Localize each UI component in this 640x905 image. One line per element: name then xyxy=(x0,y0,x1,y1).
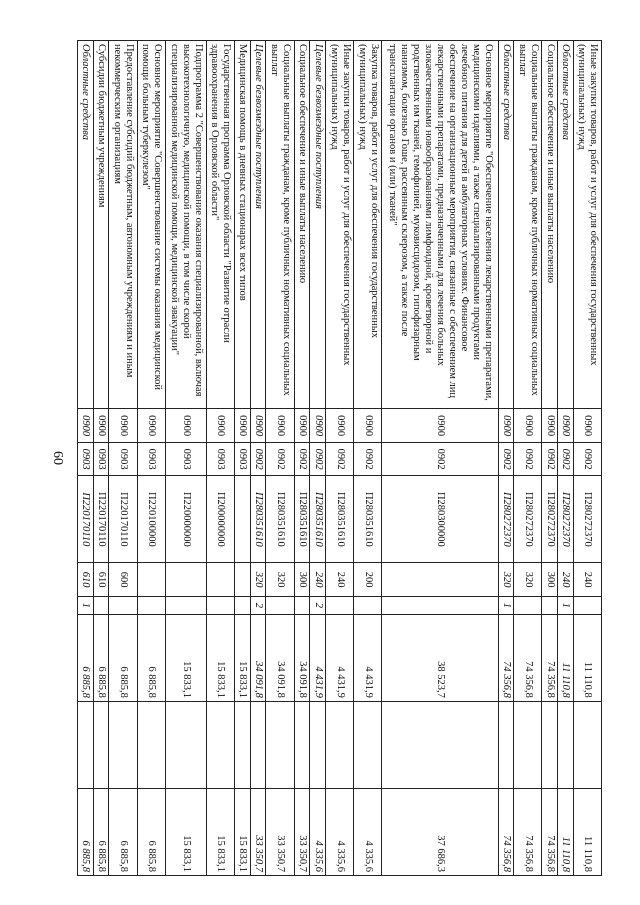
row-amount-1: 4 431,9 xyxy=(310,614,326,701)
row-subsection: 0902 xyxy=(294,442,310,475)
row-amount-3: 11 110,8 xyxy=(573,788,601,875)
row-subsection: 0902 xyxy=(354,442,382,475)
row-target-article: П220100000 xyxy=(137,476,165,563)
row-section: 0900 xyxy=(206,409,234,442)
row-name: Целевые безвозмездные поступления xyxy=(250,41,266,409)
row-name: Основное мероприятие "Совершенствование системы оказания медицинской помощи больным туберкулезом" xyxy=(137,41,165,409)
row-amount-1: 6 885,8 xyxy=(93,614,109,701)
row-amount-1: 34 091,8 xyxy=(266,614,294,701)
row-amount-2 xyxy=(206,701,234,788)
row-amount-2 xyxy=(382,701,498,788)
row-subsection: 0902 xyxy=(558,442,574,475)
row-expense-type: 320 xyxy=(266,563,294,596)
row-expense-type: 240 xyxy=(325,563,353,596)
row-amount-2 xyxy=(250,701,266,788)
row-amount-2 xyxy=(93,701,109,788)
row-target-article: П280272370 xyxy=(498,476,514,563)
row-amount-3: 15 833,1 xyxy=(206,788,234,875)
table-row xyxy=(78,41,94,876)
row-amount-2 xyxy=(558,701,574,788)
row-amount-2 xyxy=(573,701,601,788)
row-expense-type: 600 xyxy=(109,563,137,596)
row-expense-type: 320 xyxy=(250,563,266,596)
row-amount-2 xyxy=(514,701,542,788)
row-amount-2 xyxy=(266,701,294,788)
row-amount-3: 4 335,6 xyxy=(354,788,382,875)
row-amount-3: 6 885,8 xyxy=(137,788,165,875)
row-amount-1: 34 091,8 xyxy=(294,614,310,701)
row-subsection: 0903 xyxy=(137,442,165,475)
row-subsection: 0902 xyxy=(250,442,266,475)
row-amount-2 xyxy=(294,701,310,788)
table-row xyxy=(354,41,382,876)
row-name: Иные закупки товаров, работ и услуг для обеспечения государственных (муниципальных) нужд xyxy=(573,41,601,409)
row-subsection: 0902 xyxy=(266,442,294,475)
table-row xyxy=(498,41,514,876)
row-expense-type: 610 xyxy=(78,563,94,596)
row-amount-1: 74 356,8 xyxy=(514,614,542,701)
row-subsection: 0902 xyxy=(310,442,326,475)
row-target-article: П280351610 xyxy=(266,476,294,563)
row-subsection: 0902 xyxy=(382,442,498,475)
row-source-code: 2 xyxy=(310,596,326,614)
row-name: Социальные выплаты гражданам, кроме публичных нормативных социальных выплат xyxy=(266,41,294,409)
row-name: Предоставление субсидий бюджетным, автономным учреждениям и иным некоммерческим организациям xyxy=(109,41,137,409)
row-target-article: П220170110 xyxy=(78,476,94,563)
row-amount-1: 11 110,8 xyxy=(573,614,601,701)
row-target-article: П280272370 xyxy=(573,476,601,563)
row-name: Областные средства xyxy=(558,41,574,409)
row-source-code xyxy=(234,596,250,614)
row-amount-1: 11 110,8 xyxy=(558,614,574,701)
table-row xyxy=(266,41,294,876)
row-amount-3: 6 885,8 xyxy=(93,788,109,875)
row-name: Государственная программа Орловской области "Развитие отрасли здравоохранения в Орловской области" xyxy=(206,41,234,409)
row-amount-3: 74 356,8 xyxy=(542,788,558,875)
row-subsection: 0902 xyxy=(542,442,558,475)
row-amount-1: 74 356,8 xyxy=(498,614,514,701)
row-name: Субсидии бюджетным учреждениям xyxy=(93,41,109,409)
table-row xyxy=(294,41,310,876)
row-expense-type xyxy=(234,563,250,596)
row-amount-1: 15 833,1 xyxy=(234,614,250,701)
row-source-code xyxy=(382,596,498,614)
row-target-article: П280272370 xyxy=(542,476,558,563)
row-name: Медицинская помощь в дневных стационарах всех типов xyxy=(234,41,250,409)
row-expense-type: 300 xyxy=(294,563,310,596)
table-row xyxy=(137,41,165,876)
row-source-code: 2 xyxy=(250,596,266,614)
row-amount-3: 74 356,8 xyxy=(514,788,542,875)
row-name: Основное мероприятие "Обеспечение населения лекарственными препаратами, медицинскими изделиями, а также специализированными продуктами лечебного питания для детей в амбулаторных условиях. Финансовое обеспечение на организационные мероприятия, связанные с обеспечением лиц лекарственными препаратами, предназначенными для лечения больных злокачественными новообразованиями лимфоидной, кроветворной и родственных им тканей, гемофилией, муковисцидозом, гипофизарным нанизмом, болезнью Гоше, рассеянным склерозом, а также после трансплантации органов и (или) тканей" xyxy=(382,41,498,409)
table-body xyxy=(78,41,602,876)
row-subsection: 0903 xyxy=(93,442,109,475)
table-row xyxy=(234,41,250,876)
row-name: Областные средства xyxy=(78,41,94,409)
row-section: 0900 xyxy=(573,409,601,442)
row-target-article: П220170110 xyxy=(93,476,109,563)
row-target-article: П280351610 xyxy=(354,476,382,563)
row-amount-3: 74 356,8 xyxy=(498,788,514,875)
row-target-article: П280272370 xyxy=(558,476,574,563)
row-target-article: П220000000 xyxy=(165,476,206,563)
row-expense-type xyxy=(165,563,206,596)
row-amount-2 xyxy=(542,701,558,788)
row-expense-type: 320 xyxy=(514,563,542,596)
row-target-article: П280351610 xyxy=(325,476,353,563)
row-amount-3: 4 335,6 xyxy=(310,788,326,875)
row-expense-type xyxy=(382,563,498,596)
row-amount-3: 15 833,1 xyxy=(165,788,206,875)
row-amount-3: 4 335,6 xyxy=(325,788,353,875)
row-expense-type: 610 xyxy=(93,563,109,596)
row-section: 0900 xyxy=(382,409,498,442)
row-amount-1: 6 885,8 xyxy=(137,614,165,701)
row-subsection: 0902 xyxy=(514,442,542,475)
row-expense-type xyxy=(137,563,165,596)
row-section: 0900 xyxy=(558,409,574,442)
row-expense-type: 240 xyxy=(558,563,574,596)
row-source-code xyxy=(325,596,353,614)
budget-table-sheet xyxy=(77,40,602,876)
table-row xyxy=(109,41,137,876)
row-source-code xyxy=(573,596,601,614)
row-source-code xyxy=(109,596,137,614)
table-row xyxy=(325,41,353,876)
row-section: 0900 xyxy=(325,409,353,442)
row-section: 0900 xyxy=(234,409,250,442)
table-row xyxy=(93,41,109,876)
row-amount-1: 15 833,1 xyxy=(206,614,234,701)
row-source-code xyxy=(354,596,382,614)
row-subsection: 0902 xyxy=(498,442,514,475)
page-number: 60 xyxy=(50,451,65,465)
row-name: Закупка товаров, работ и услуг для обеспечения государственных (муниципальных) нужд xyxy=(354,41,382,409)
row-section: 0900 xyxy=(250,409,266,442)
row-amount-3: 37 686,3 xyxy=(382,788,498,875)
row-subsection: 0903 xyxy=(78,442,94,475)
row-section: 0900 xyxy=(165,409,206,442)
row-source-code xyxy=(93,596,109,614)
row-name: Областные средства xyxy=(498,41,514,409)
row-amount-2 xyxy=(137,701,165,788)
row-section: 0900 xyxy=(266,409,294,442)
row-source-code xyxy=(206,596,234,614)
row-source-code xyxy=(514,596,542,614)
row-amount-1: 4 431,9 xyxy=(354,614,382,701)
row-section: 0900 xyxy=(310,409,326,442)
row-section: 0900 xyxy=(78,409,94,442)
table-row xyxy=(542,41,558,876)
row-amount-3: 11 110,8 xyxy=(558,788,574,875)
row-amount-3: 6 885,8 xyxy=(109,788,137,875)
row-amount-3: 33 350,7 xyxy=(250,788,266,875)
table-row xyxy=(206,41,234,876)
row-amount-3: 33 350,7 xyxy=(266,788,294,875)
row-subsection: 0903 xyxy=(109,442,137,475)
row-subsection: 0903 xyxy=(206,442,234,475)
table-row xyxy=(250,41,266,876)
table-row xyxy=(382,41,498,876)
budget-table xyxy=(77,40,602,876)
table-row xyxy=(310,41,326,876)
row-target-article: П200000000 xyxy=(206,476,234,563)
row-name: Социальное обеспечение и иные выплаты населению xyxy=(542,41,558,409)
row-expense-type: 240 xyxy=(310,563,326,596)
row-expense-type: 240 xyxy=(573,563,601,596)
row-subsection: 0903 xyxy=(165,442,206,475)
row-source-code xyxy=(294,596,310,614)
row-expense-type: 320 xyxy=(498,563,514,596)
row-name: Социальное обеспечение и иные выплаты населению xyxy=(294,41,310,409)
row-amount-2 xyxy=(109,701,137,788)
row-name: Подпрограмма 2 "Совершенствование оказания специализированной, включая высокотехнологичную, медицинской помощи, в том числе скорой специализированной медицинской помощи, медицинской эвакуации" xyxy=(165,41,206,409)
row-source-code xyxy=(137,596,165,614)
row-target-article: П280351610 xyxy=(294,476,310,563)
row-amount-2 xyxy=(354,701,382,788)
row-section: 0900 xyxy=(498,409,514,442)
row-amount-1: 38 523,7 xyxy=(382,614,498,701)
row-subsection: 0902 xyxy=(573,442,601,475)
row-target-article: П280351610 xyxy=(250,476,266,563)
row-target-article: П220170110 xyxy=(109,476,137,563)
row-amount-1: 34 091,8 xyxy=(250,614,266,701)
row-amount-1: 6 885,8 xyxy=(78,614,94,701)
row-subsection: 0903 xyxy=(234,442,250,475)
row-amount-2 xyxy=(234,701,250,788)
row-expense-type: 200 xyxy=(354,563,382,596)
row-amount-3: 6 885,8 xyxy=(78,788,94,875)
row-source-code: 1 xyxy=(558,596,574,614)
table-row xyxy=(573,41,601,876)
row-source-code xyxy=(165,596,206,614)
row-source-code xyxy=(542,596,558,614)
row-amount-2 xyxy=(78,701,94,788)
row-name: Целевые безвозмездные поступления xyxy=(310,41,326,409)
row-section: 0900 xyxy=(514,409,542,442)
row-section: 0900 xyxy=(137,409,165,442)
row-expense-type: 300 xyxy=(542,563,558,596)
row-section: 0900 xyxy=(542,409,558,442)
row-source-code xyxy=(266,596,294,614)
row-subsection: 0902 xyxy=(325,442,353,475)
row-amount-2 xyxy=(498,701,514,788)
row-name: Иные закупки товаров, работ и услуг для обеспечения государственных (муниципальных) нужд xyxy=(325,41,353,409)
row-source-code: 1 xyxy=(498,596,514,614)
table-row xyxy=(514,41,542,876)
row-source-code: 1 xyxy=(78,596,94,614)
table-row xyxy=(165,41,206,876)
row-section: 0900 xyxy=(354,409,382,442)
row-amount-1: 4 431,9 xyxy=(325,614,353,701)
row-amount-2 xyxy=(325,701,353,788)
row-amount-3: 33 350,7 xyxy=(294,788,310,875)
row-section: 0900 xyxy=(93,409,109,442)
row-section: 0900 xyxy=(109,409,137,442)
row-section: 0900 xyxy=(294,409,310,442)
row-name: Социальные выплаты гражданам, кроме публичных нормативных социальных выплат xyxy=(514,41,542,409)
row-target-article xyxy=(234,476,250,563)
row-amount-3: 15 833,1 xyxy=(234,788,250,875)
table-row xyxy=(558,41,574,876)
row-amount-2 xyxy=(165,701,206,788)
row-target-article: П280351610 xyxy=(310,476,326,563)
row-amount-2 xyxy=(310,701,326,788)
row-target-article: П280300000 xyxy=(382,476,498,563)
row-amount-1: 6 885,8 xyxy=(109,614,137,701)
row-amount-1: 74 356,8 xyxy=(542,614,558,701)
row-amount-1: 15 833,1 xyxy=(165,614,206,701)
row-expense-type xyxy=(206,563,234,596)
row-target-article: П280272370 xyxy=(514,476,542,563)
